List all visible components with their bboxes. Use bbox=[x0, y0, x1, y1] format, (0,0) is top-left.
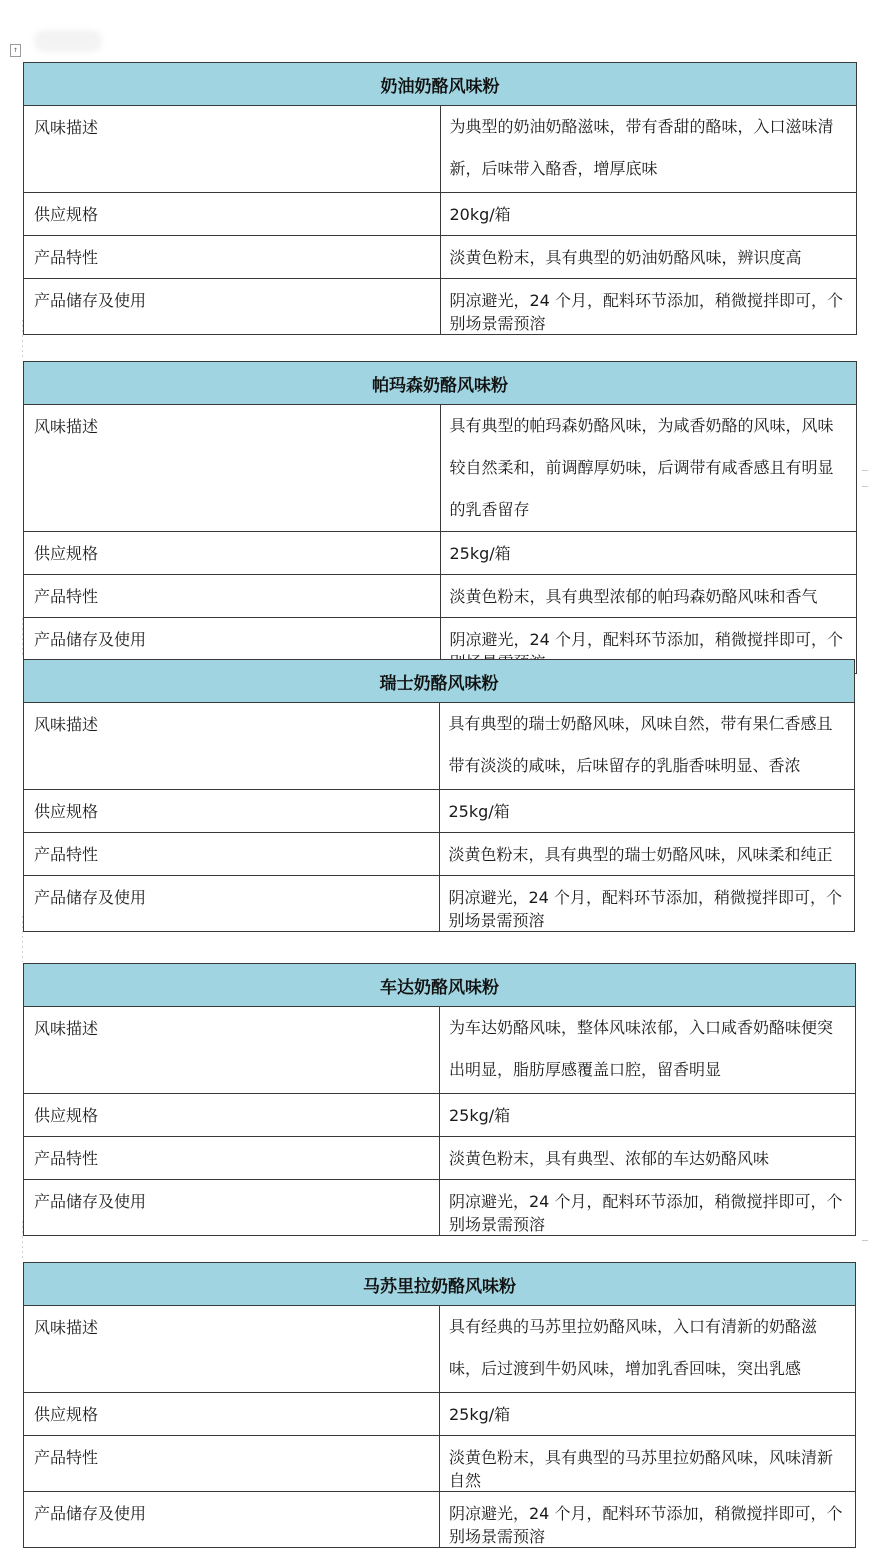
table-row bbox=[24, 575, 857, 618]
table-row bbox=[24, 1180, 856, 1236]
row-label: 供应规格 bbox=[24, 193, 441, 236]
row-label: 风味描述 bbox=[24, 1306, 440, 1393]
table-row bbox=[24, 1137, 856, 1180]
table-row bbox=[24, 1436, 856, 1492]
row-label: 供应规格 bbox=[24, 1094, 440, 1137]
product-spec-table bbox=[23, 62, 857, 335]
margin-guide-mark bbox=[862, 486, 868, 487]
margin-guide-mark bbox=[862, 1240, 868, 1241]
row-value: 淡黄色粉末，具有典型的瑞士奶酪风味，风味柔和纯正 bbox=[439, 833, 855, 876]
row-value: 阴凉避光，24 个月，配料环节添加，稍微搅拌即可，个别场景需预溶 bbox=[440, 1180, 856, 1236]
table-title: 马苏里拉奶酪风味粉 bbox=[24, 1263, 856, 1306]
row-label: 产品储存及使用 bbox=[24, 279, 441, 335]
row-value: 阴凉避光，24 个月，配料环节添加，稍微搅拌即可，个别场景需预溶 bbox=[439, 876, 855, 932]
table-row bbox=[24, 1492, 856, 1548]
faint-smudge bbox=[34, 30, 102, 52]
anchor-marker-icon: ↑ bbox=[10, 44, 21, 57]
row-value: 具有典型的帕玛森奶酪风味，为咸香奶酪的风味，风味较自然柔和，前调醇厚奶味，后调带有咸香感且有明显的乳香留存 bbox=[440, 405, 857, 532]
row-value: 25kg/箱 bbox=[440, 1393, 856, 1436]
table-row bbox=[24, 106, 857, 193]
table-row bbox=[24, 790, 855, 833]
table-row bbox=[24, 1306, 856, 1393]
row-label: 风味描述 bbox=[24, 405, 441, 532]
table-row bbox=[24, 1094, 856, 1137]
table-row bbox=[24, 405, 857, 532]
row-label: 风味描述 bbox=[24, 1007, 440, 1094]
table-row bbox=[24, 279, 857, 335]
row-value: 淡黄色粉末，具有典型浓郁的帕玛森奶酪风味和香气 bbox=[440, 575, 857, 618]
table-row bbox=[24, 876, 855, 932]
row-value: 具有经典的马苏里拉奶酪风味，入口有清新的奶酪滋味，后过渡到牛奶风味，增加乳香回味，突出乳感 bbox=[440, 1306, 856, 1393]
row-label: 产品特性 bbox=[24, 1137, 440, 1180]
table-row bbox=[24, 532, 857, 575]
row-value: 淡黄色粉末，具有典型的马苏里拉奶酪风味，风味清新自然 bbox=[440, 1436, 856, 1492]
row-label: 产品特性 bbox=[24, 1436, 440, 1492]
row-value: 20kg/箱 bbox=[440, 193, 857, 236]
row-value: 阴凉避光，24 个月，配料环节添加，稍微搅拌即可，个 bbox=[440, 618, 857, 674]
product-spec-table bbox=[23, 361, 857, 674]
product-spec-table bbox=[23, 659, 855, 932]
table-title: 车达奶酪风味粉 bbox=[24, 964, 856, 1007]
row-label: 产品储存及使用 bbox=[24, 876, 440, 932]
row-label: 供应规格 bbox=[24, 532, 441, 575]
table-row bbox=[24, 236, 857, 279]
row-label: 产品特性 bbox=[24, 833, 440, 876]
row-label: 产品储存及使用 bbox=[24, 618, 441, 674]
row-value: 25kg/箱 bbox=[439, 790, 855, 833]
row-label: 产品储存及使用 bbox=[24, 1180, 440, 1236]
product-spec-table bbox=[23, 1262, 856, 1548]
table-row bbox=[24, 833, 855, 876]
margin-guide-mark bbox=[862, 470, 868, 471]
row-value: 淡黄色粉末，具有典型、浓郁的车达奶酪风味 bbox=[440, 1137, 856, 1180]
table-title: 瑞士奶酪风味粉 bbox=[24, 660, 855, 703]
row-label: 供应规格 bbox=[24, 790, 440, 833]
row-label: 供应规格 bbox=[24, 1393, 440, 1436]
table-row bbox=[24, 193, 857, 236]
row-value: 25kg/箱 bbox=[440, 1094, 856, 1137]
row-label: 风味描述 bbox=[24, 703, 440, 790]
table-row bbox=[24, 1393, 856, 1436]
row-label: 产品储存及使用 bbox=[24, 1492, 440, 1548]
row-value: 25kg/箱 bbox=[440, 532, 857, 575]
table-row bbox=[24, 1007, 856, 1094]
row-value: 为车达奶酪风味，整体风味浓郁，入口咸香奶酪味便突出明显，脂肪厚感覆盖口腔，留香明显 bbox=[440, 1007, 856, 1094]
row-value: 淡黄色粉末，具有典型的奶油奶酪风味，辨识度高 bbox=[440, 236, 857, 279]
row-value: 阴凉避光，24 个月，配料环节添加，稍微搅拌即可，个别场景需预溶 bbox=[440, 1492, 856, 1548]
table-title: 帕玛森奶酪风味粉 bbox=[24, 362, 857, 405]
row-value: 阴凉避光，24 个月，配料环节添加，稍微搅拌即可，个别场景需预溶 bbox=[440, 279, 857, 335]
row-value: 为典型的奶油奶酪滋味，带有香甜的酪味，入口滋味清新，后味带入酪香，增厚底味 bbox=[440, 106, 857, 193]
row-label: 产品特性 bbox=[24, 575, 441, 618]
product-spec-table bbox=[23, 963, 856, 1236]
row-label: 风味描述 bbox=[24, 106, 441, 193]
row-label: 产品特性 bbox=[24, 236, 441, 279]
table-row bbox=[24, 703, 855, 790]
table-title: 奶油奶酪风味粉 bbox=[24, 63, 857, 106]
row-value: 具有典型的瑞士奶酪风味，风味自然，带有果仁香感且带有淡淡的咸味，后味留存的乳脂香味明显、香浓 bbox=[439, 703, 855, 790]
